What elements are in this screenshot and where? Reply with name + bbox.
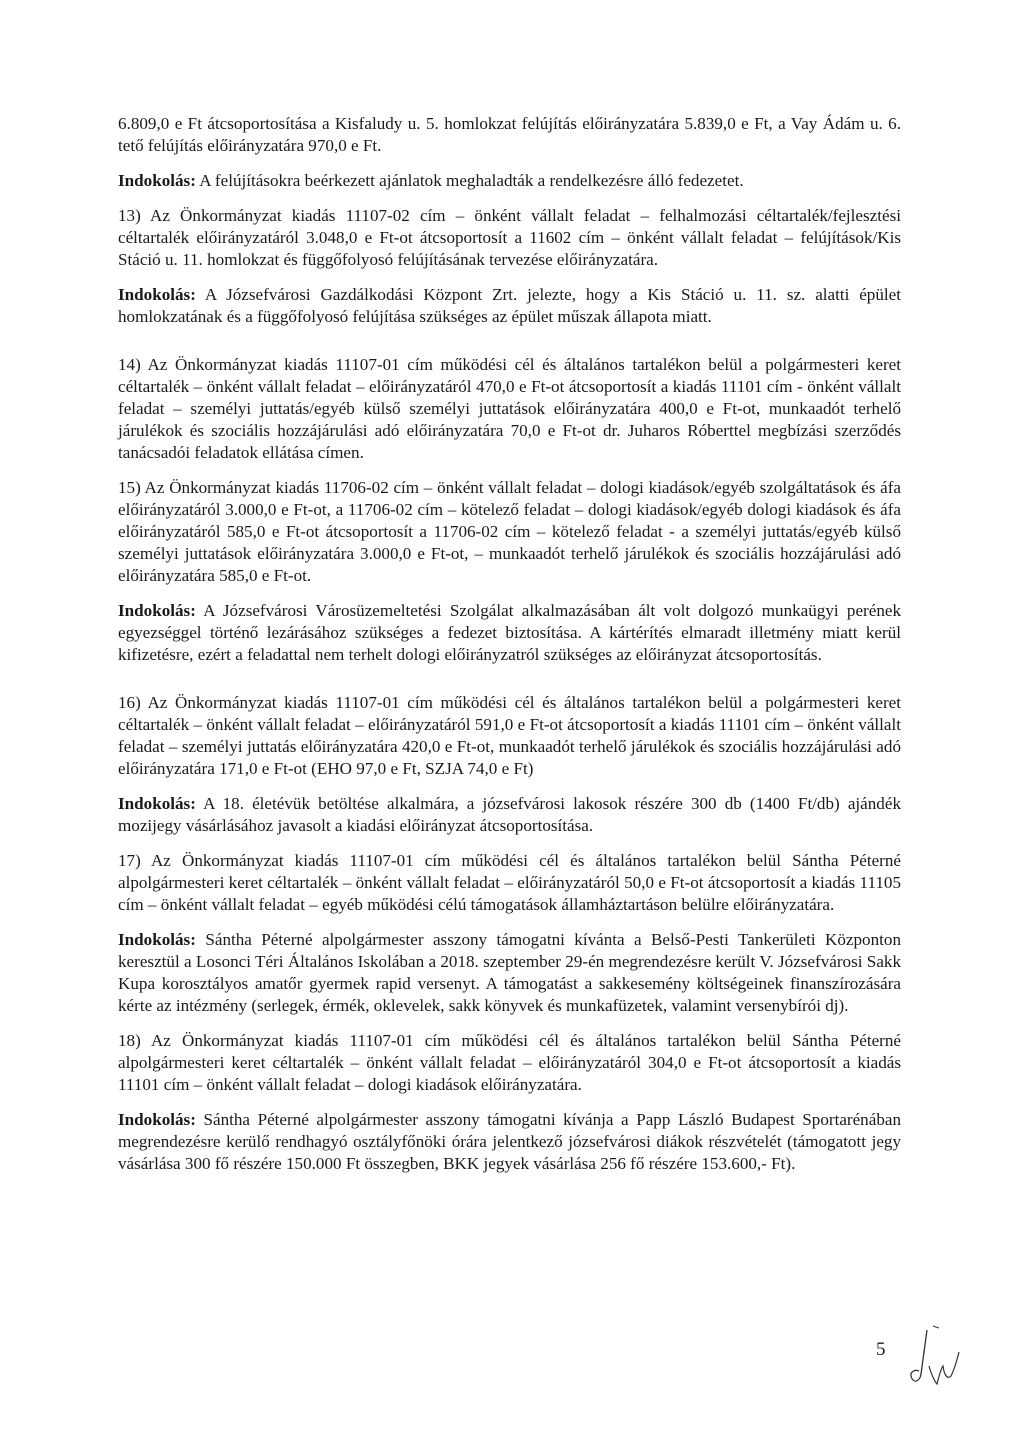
paragraph-11 [118, 929, 901, 1017]
paragraph-text: Sántha Péterné alpolgármester asszony támogatni kívánja a Papp László Budapest Sportarénában megrendezésre kerülő rendhagyó osztályfőnöki órára jelentkező józsefvárosi diákok részvételét (támogatott jegy vásárlása 300 fő részére 150.000 Ft összegben, BKK jegyek vásárlása 256 fő részére 153.600,- Ft). [118, 1110, 901, 1173]
paragraph-text: A Józsefvárosi Városüzemeltetési Szolgálat alkalmazásában ált volt dolgozó munkaügyi perének egyezséggel történő lezárásához szükséges a fedezet biztosítása. A kártérítés elmaradt illetmény miatt kerül kifizetésre, ezért a feladattal nem terhelt dologi előirányzatról szükséges az előirányzat átcsoportosítás. [118, 601, 901, 664]
paragraph-13 [118, 1109, 901, 1175]
paragraph-label: Indokolás: [118, 285, 196, 304]
paragraph-3 [118, 205, 901, 271]
paragraph-9 [118, 793, 901, 837]
paragraph-2 [118, 170, 901, 192]
paragraph-7 [118, 600, 901, 666]
paragraph-text: 13) Az Önkormányzat kiadás 11107-02 cím – önként vállalt feladat – felhalmozási céltartalék/fejlesztési céltartalék előirányzatáról 3.048,0 e Ft-ot átcsoportosít a 11602 cím – önként vállalt feladat – felújítások/Kis Stáció u. 11. homlokzat és függőfolyosó felújításának tervezése előirányzatára. [118, 206, 901, 269]
paragraph-label: Indokolás: [118, 1110, 196, 1129]
paragraph-label: Indokolás: [118, 930, 196, 949]
page-number: 5 [876, 1339, 886, 1360]
paragraph-text: 6.809,0 e Ft átcsoportosítása a Kisfaludy u. 5. homlokzat felújítás előirányzatára 5.839,0 e Ft, a Vay Ádám u. 6. tető felújítás előirányzatára 970,0 e Ft. [118, 114, 901, 155]
paragraph-5 [118, 354, 901, 464]
handwritten-initials-signature [905, 1322, 965, 1392]
paragraph-label: Indokolás: [118, 171, 196, 190]
paragraph-label: Indokolás: [118, 601, 196, 620]
paragraph-12 [118, 1030, 901, 1096]
paragraph-6 [118, 477, 901, 587]
paragraph-text: A Józsefvárosi Gazdálkodási Központ Zrt. jelezte, hogy a Kis Stáció u. 11. sz. alatti épület homlokzatának és a függőfolyosó felújítása szükséges az épület műszak állapota miatt. [118, 285, 901, 326]
paragraph-4 [118, 284, 901, 328]
paragraph-10 [118, 850, 901, 916]
paragraph-1 [118, 113, 901, 157]
paragraph-text: A felújításokra beérkezett ajánlatok meghaladták a rendelkezésre álló fedezetet. [195, 171, 744, 190]
document-body [118, 113, 901, 1188]
paragraph-text: 15) Az Önkormányzat kiadás 11706-02 cím – önként vállalt feladat – dologi kiadások/egyéb szolgáltatások és áfa előirányzatáról 3.000,0 e Ft-ot, a 11706-02 cím – kötelező feladat – dologi kiadások/egyéb dologi kiadások és áfa előirányzatáról 585,0 e Ft-ot átcsoportosít a 11706-02 cím – kötelező feladat - a személyi juttatás/egyéb külső személyi juttatások előirányzatára 3.000,0 e Ft-ot, – munkaadót terhelő járulékok és szociális hozzájárulási adó előirányzatára 585,0 e Ft-ot. [118, 478, 901, 585]
paragraph-8 [118, 692, 901, 780]
paragraph-text: A 18. életévük betöltése alkalmára, a józsefvárosi lakosok részére 300 db (1400 Ft/db) ajándék mozijegy vásárlásához javasolt a kiadási előirányzat átcsoportosítása. [118, 794, 901, 835]
paragraph-text: 18) Az Önkormányzat kiadás 11107-01 cím működési cél és általános tartalékon belül Sántha Péterné alpolgármesteri keret céltartalék – önként vállalt feladat – előirányzatáról 304,0 e Ft-ot átcsoportosít a kiadás 11101 cím – önként vállalt feladat – dologi kiadások előirányzatára. [118, 1031, 901, 1094]
paragraph-text: 14) Az Önkormányzat kiadás 11107-01 cím működési cél és általános tartalékon belül a polgármesteri keret céltartalék – önként vállalt feladat – előirányzatáról 470,0 e Ft-ot átcsoportosít a kiadás 11101 cím - önként vállalt feladat – személyi juttatás/egyéb külső személyi juttatások előirányzatára 400,0 e Ft-ot, munkaadót terhelő járulékok és szociális hozzájárulási adó előirányzatára 70,0 e Ft-ot dr. Juharos Róberttel megbízási szerződés tanácsadói feladatok ellátása címen. [118, 355, 901, 462]
paragraph-label: Indokolás: [118, 794, 196, 813]
paragraph-text: 17) Az Önkormányzat kiadás 11107-01 cím működési cél és általános tartalékon belül Sántha Péterné alpolgármesteri keret céltartalék – önként vállalt feladat – előirányzatáról 50,0 e Ft-ot átcsoportosít a kiadás 11105 cím – önként vállalt feladat – egyéb működési célú támogatások államháztartáson belülre előirányzatára. [118, 851, 901, 914]
paragraph-text: Sántha Péterné alpolgármester asszony támogatni kívánta a Belső-Pesti Tankerületi Központon keresztül a Losonci Téri Általános Iskolában a 2018. szeptember 29-én megrendezésre került V. Józsefvárosi Sakk Kupa korosztályos amatőr gyermek rapid versenyt. A támogatást a sakkesemény költségeinek finanszírozására kérte az intézmény (serlegek, érmék, oklevelek, sakk könyvek és munkafüzetek, valamint versenybírói dj). [118, 930, 901, 1015]
paragraph-text: 16) Az Önkormányzat kiadás 11107-01 cím működési cél és általános tartalékon belül a polgármesteri keret céltartalék – önként vállalt feladat – előirányzatáról 591,0 e Ft-ot átcsoportosít a kiadás 11101 cím – önként vállalt feladat – személyi juttatás előirányzatára 420,0 e Ft-ot, munkaadót terhelő járulékok és szociális hozzájárulási adó előirányzatára 171,0 e Ft-ot (EHO 97,0 e Ft, SZJA 74,0 e Ft) [118, 693, 901, 778]
